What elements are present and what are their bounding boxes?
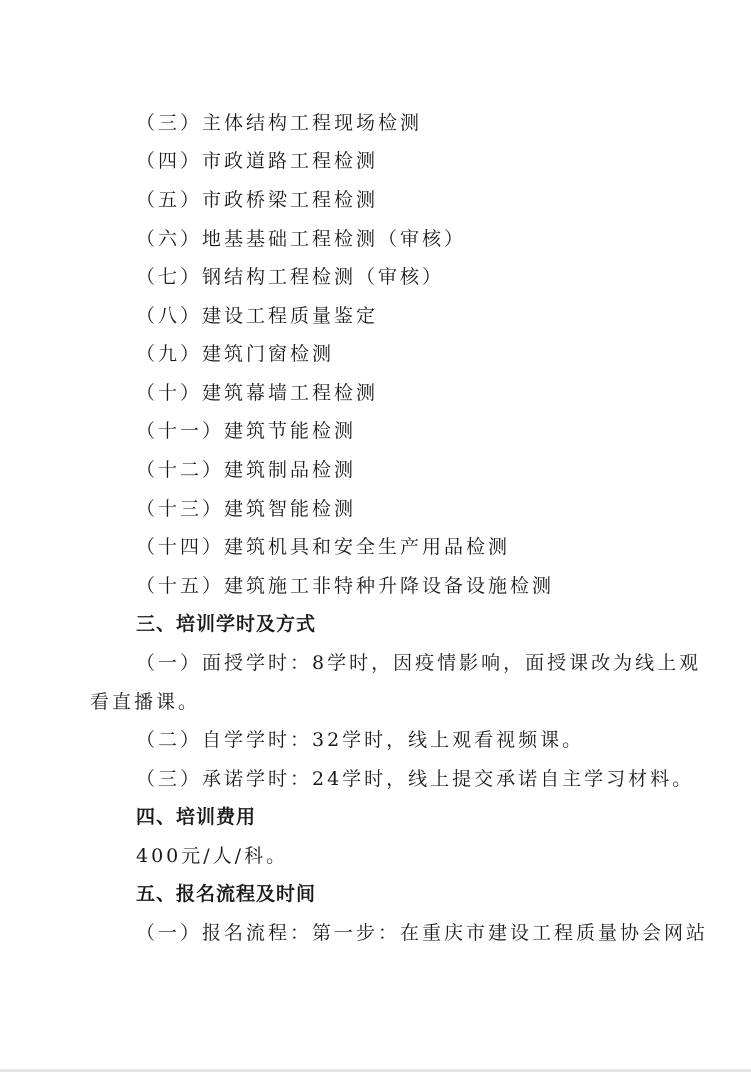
list-item: （七）钢结构工程检测（审核）: [136, 266, 445, 288]
section-heading-registration: 五、报名流程及时间: [136, 883, 317, 905]
list-item: （三）主体结构工程现场检测: [136, 112, 423, 134]
list-item: （十二）建筑制品检测: [136, 459, 357, 481]
paragraph-line: （一）面授学时：8学时，因疫情影响，面授课改为线上观: [136, 652, 702, 674]
section-heading-training-fee: 四、培训费用: [136, 806, 257, 828]
paragraph-line: 看直播课。: [90, 691, 201, 713]
list-item: （十一）建筑节能检测: [136, 420, 357, 442]
list-item: （五）市政桥梁工程检测: [136, 189, 379, 211]
list-item: （十三）建筑智能检测: [136, 498, 357, 520]
paragraph-line: （二）自学学时：32学时，线上观看视频课。: [136, 729, 585, 751]
paragraph-line: （一）报名流程：第一步：在重庆市建设工程质量协会网站: [136, 922, 709, 944]
list-item: （九）建筑门窗检测: [136, 343, 335, 365]
list-item: （八）建设工程质量鉴定: [136, 305, 379, 327]
list-item: （十四）建筑机具和安全生产用品检测: [136, 536, 511, 558]
list-item: （四）市政道路工程检测: [136, 150, 379, 172]
section-heading-training-hours: 三、培训学时及方式: [136, 613, 317, 635]
fee-text: 400元/人/科。: [136, 845, 289, 867]
list-item: （十五）建筑施工非特种升降设备设施检测: [136, 575, 555, 597]
paragraph-line: （三）承诺学时：24学时，线上提交承诺自主学习材料。: [136, 768, 695, 790]
list-item: （六）地基基础工程检测（审核）: [136, 228, 467, 250]
list-item: （十）建筑幕墙工程检测: [136, 382, 379, 404]
